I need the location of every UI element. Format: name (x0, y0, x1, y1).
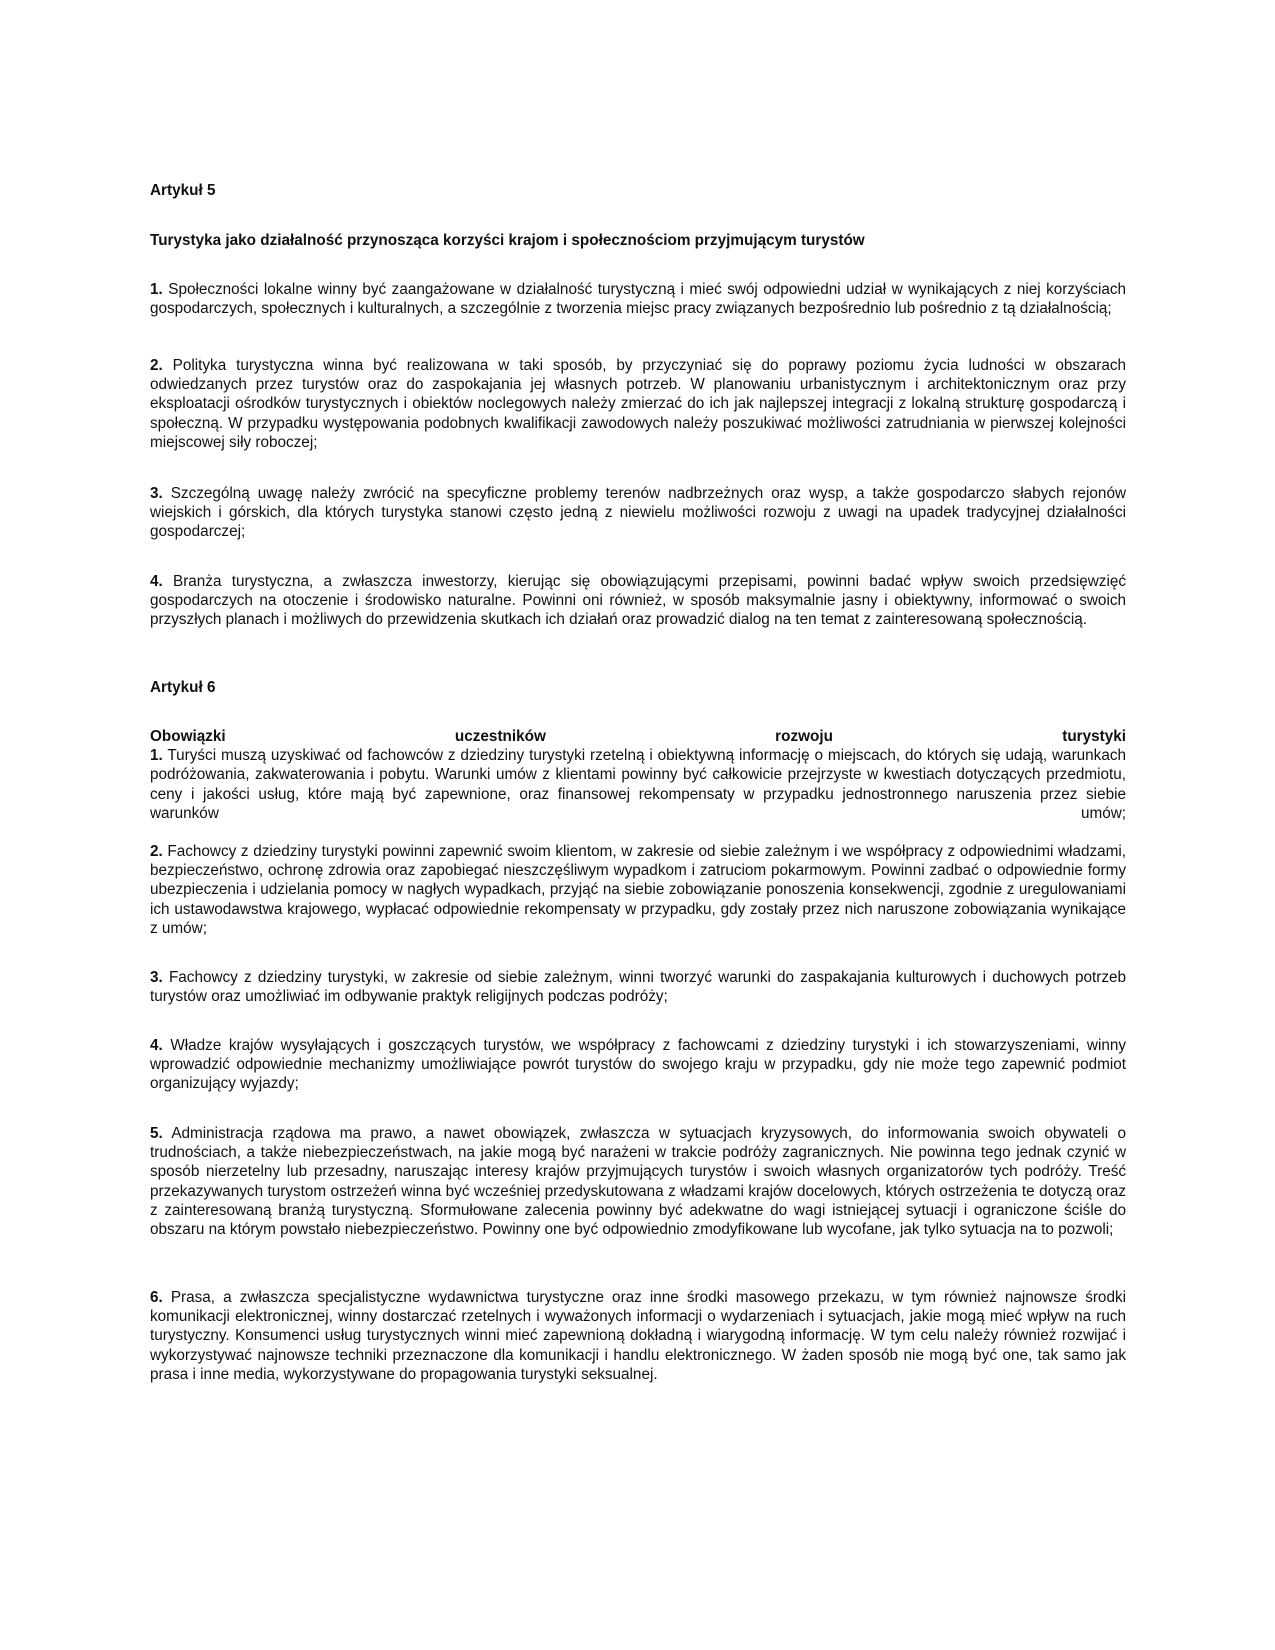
paragraph-number: 2. (150, 357, 163, 374)
paragraph-number: 1. (150, 747, 163, 765)
article-5-paragraph-4 (150, 572, 1126, 630)
paragraph-text: Prasa, a zwłaszcza specjalistyczne wydawnictwa turystyczne oraz inne środki masowego przekazu, w tym również najnowsze środki komunikacji elektronicznej, winny dostarczać rzetelnych i wyważonych informacji o wydarzeniach i sytuacjach, jakie mogą mieć wpływ na ruch turystyczny. Konsumenci usług turystycznych winni mieć zapewnioną dokładną i wiarygodną informację. W tym celu należy również rozwijać i wykorzystywać najnowsze techniki przeznaczone dla komunikacji i handlu elektronicznego. W żaden sposób nie mogą być one, tak samo jak prasa i inne media, wykorzystywane do propagowania turystyki seksualnej. (150, 1289, 1126, 1383)
paragraph-number: 3. (150, 969, 163, 986)
article-5-paragraph-3 (150, 484, 1126, 542)
paragraph-text: Branża turystyczna, a zwłaszcza inwestorzy, kierując się obowiązującymi przepisami, powinni badać wpływ swoich przedsięwzięć gospodarczych na otoczenie i środowisko naturalne. Powinni oni również, w sposób maksymalnie jasny i obiektywny, informować o swoich przyszłych planach i możliwych do przewidzenia skutkach ich działań oraz prowadzić dialog na ten temat z zainteresowaną społecznością. (150, 573, 1127, 629)
article-6-paragraph-2 (150, 842, 1126, 938)
paragraph-number: 1. (150, 281, 163, 298)
article-5-paragraph-2 (150, 356, 1126, 452)
article-6-paragraph-1 (150, 727, 1126, 823)
paragraph-text: Społeczności lokalne winny być zaangażowane w działalność turystyczną i mieć swój odpowiedni udział w wynikających z niej korzyściach gospodarczych, społecznych i kulturalnych, a szczególnie z tworzenia miejsc pracy związanych bezpośrednio lub pośrednio z tą działalnością; (150, 281, 1127, 318)
paragraph-text: Szczególną uwagę należy zwrócić na specyficzne problemy terenów nadbrzeżnych oraz wysp, a także gospodarczo słabych rejonów wiejskich i górskich, dla których turystyka stanowi często jedną z niewielu możliwości rozwoju z uwagi na upadek tradycyjnej działalności gospodarczej; (150, 485, 1126, 541)
article-6-paragraph-3 (150, 968, 1126, 1006)
article-5-paragraph-1 (150, 280, 1126, 318)
article-6-paragraph-5 (150, 1124, 1126, 1239)
article-6-title: Obowiązki uczestników rozwoju turystyki (150, 728, 1126, 745)
paragraph-number: 4. (150, 573, 163, 590)
article-6-paragraph-4 (150, 1036, 1126, 1094)
article-6-paragraph-6 (150, 1288, 1126, 1384)
paragraph-text: Fachowcy z dziedziny turystyki, w zakresie od siebie zależnym, winni tworzyć warunki do zaspakajania kulturowych i duchowych potrzeb turystów oraz umożliwiać im odbywanie praktyk religijnych podczas podróży; (150, 969, 1127, 1006)
paragraph-text: Fachowcy z dziedziny turystyki powinni zapewnić swoim klientom, w zakresie od siebie zależnym i we współpracy z odpowiednimi władzami, bezpieczeństwo, ochronę zdrowia oraz zapobiegać nieszczęśliwym wypadkom i zatruciom pokarmowym. Powinni zadbać o odpowiednie formy ubezpieczenia i udzielania pomocy w nagłych wypadkach, przyjąć na siebie zobowiązanie ponoszenia konsekwencji, zgodnie z uregulowaniami ich ustawodawstwa krajowego, wypłacać odpowiednie rekompensaty w przypadku, gdy zostały przez nich naruszone zobowiązania wynikające z umów; (150, 843, 1127, 937)
paragraph-number: 5. (150, 1125, 163, 1142)
article-5-title: Turystyka jako działalność przynosząca korzyści krajom i społecznościom przyjmującym turystów (150, 232, 865, 249)
article-5-label: Artykuł 5 (150, 182, 216, 199)
paragraph-number: 3. (150, 485, 163, 502)
paragraph-text: Turyści muszą uzyskiwać od fachowców z dziedziny turystyki rzetelną i obiektywną informację o miejscach, do których się udają, warunkach podróżowania, zakwaterowania i pobytu. Warunki umów z klientami powinny być całkowicie przejrzyste w kwestiach dotyczących przedmiotu, ceny i jakości usług, które mają być zapewnione, oraz finansowej rekompensaty w przypadku jednostronnego naruszenia przez siebie warunków umów; (150, 747, 1126, 822)
paragraph-number: 6. (150, 1289, 163, 1306)
paragraph-number: 2. (150, 843, 163, 860)
article-6-label: Artykuł 6 (150, 679, 216, 696)
paragraph-number: 4. (150, 1037, 163, 1054)
paragraph-text: Władze krajów wysyłających i goszczących turystów, we współpracy z fachowcami z dziedziny turystyki i ich stowarzyszeniami, winny wprowadzić odpowiednie mechanizmy umożliwiające powrót turystów do swojego kraju w przypadku, gdy nie może tego zapewnić podmiot organizujący wyjazdy; (150, 1037, 1127, 1093)
paragraph-text: Administracja rządowa ma prawo, a nawet obowiązek, zwłaszcza w sytuacjach kryzysowych, do informowania swoich obywateli o trudnościach, a także niebezpieczeństwach, na jakie mogą być narażeni w trakcie podróży zagranicznych. Nie powinna tego jednak czynić w sposób nierzetelny lub przesadny, naruszając interesy krajów przyjmujących turystów i swoich własnych organizatorów tych podróży. Treść przekazywanych turystom ostrzeżeń winna być wcześniej przedyskutowana z władzami krajów docelowych, których ostrzeżenia te dotyczą oraz z zainteresowaną branżą turystyczną. Sformułowane zalecenia powinny być adekwatne do wagi istniejącej sytuacji i ograniczone ściśle do obszaru na którym powstało niebezpieczeństwo. Powinny one być odpowiednio zmodyfikowane lub wycofane, jak tylko sytuacja na to pozwoli; (150, 1125, 1127, 1239)
paragraph-text: Polityka turystyczna winna być realizowana w taki sposób, by przyczyniać się do poprawy poziomu życia ludności w obszarach odwiedzanych przez turystów oraz do zaspokajania jej własnych potrzeb. W planowaniu urbanistycznym i architektonicznym oraz przy eksploatacji ośrodków turystycznych i obiektów noclegowych należy zmierzać do ich jak najlepszej integracji z lokalną strukturę gospodarczą i społeczną. W przypadku występowania podobnych kwalifikacji zawodowych należy poszukiwać możliwości zatrudniania w pierwszej kolejności miejscowej siły roboczej; (150, 357, 1126, 451)
